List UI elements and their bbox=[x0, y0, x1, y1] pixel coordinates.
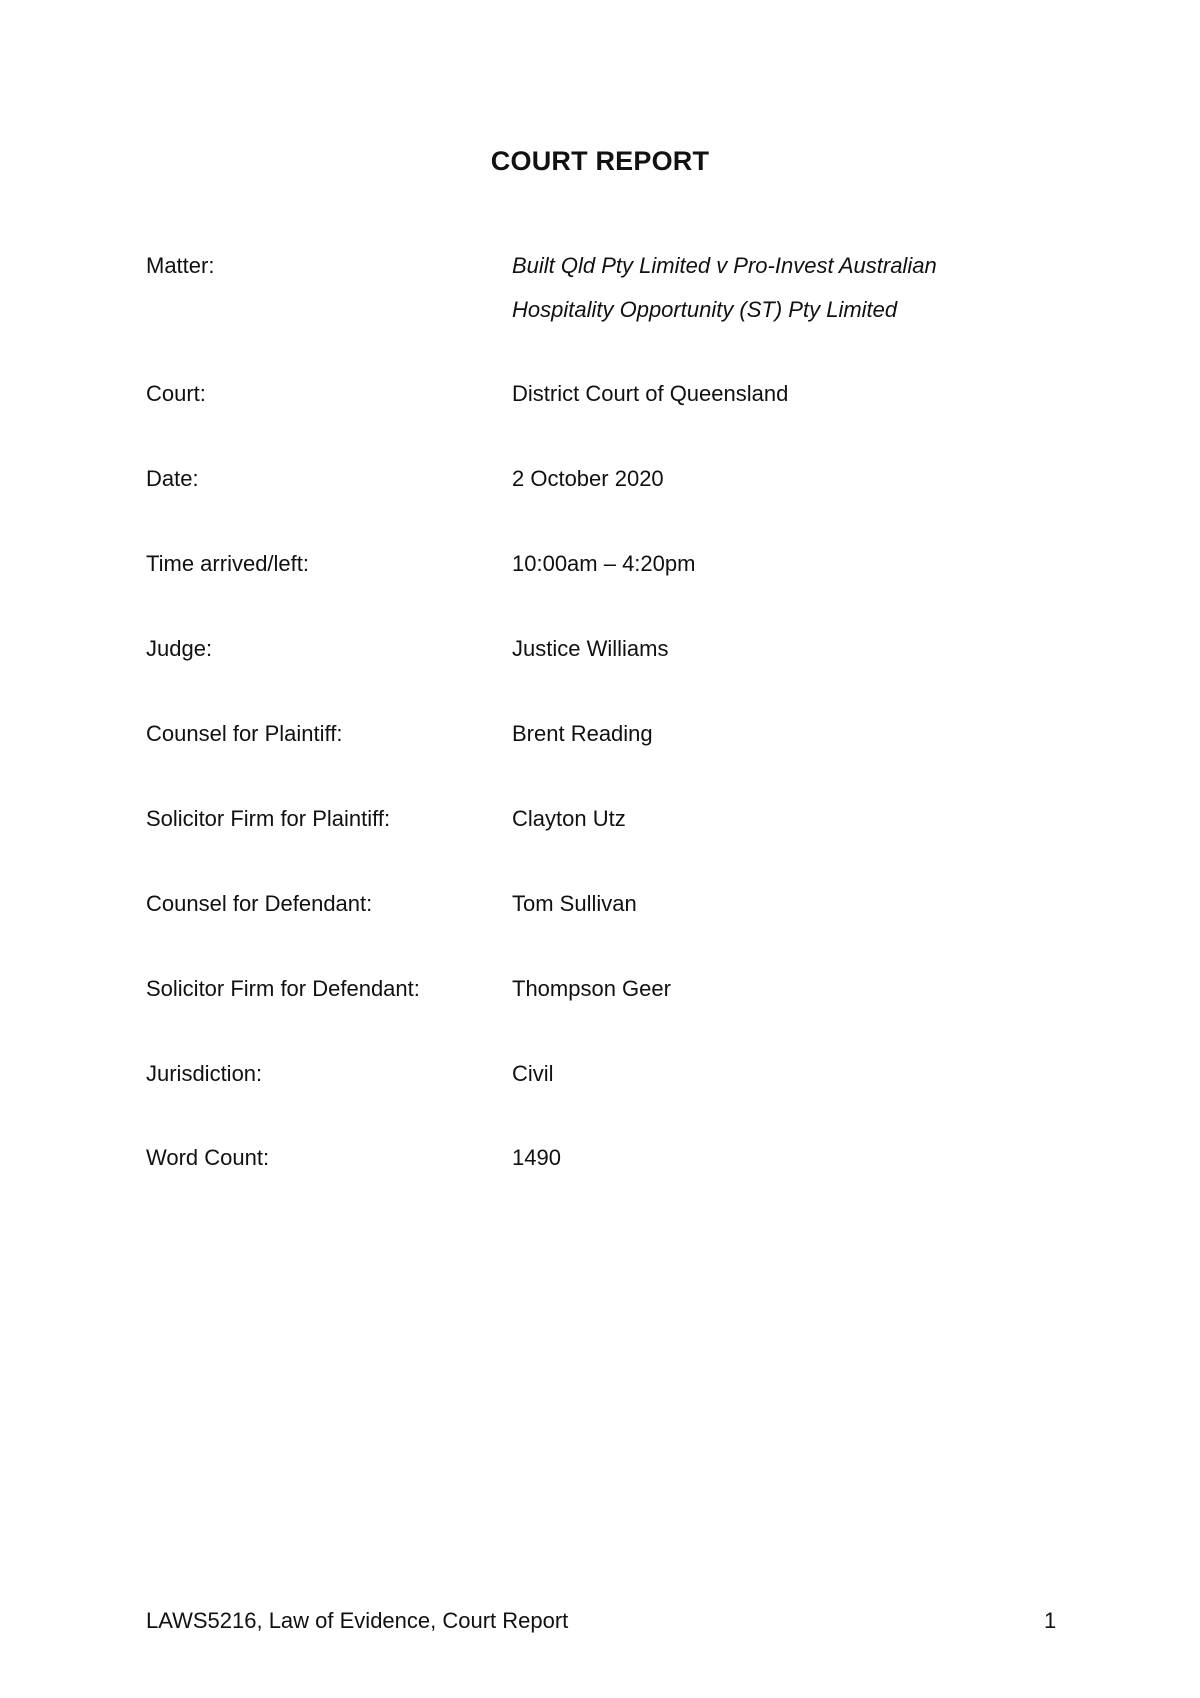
field-value: Justice Williams bbox=[512, 636, 669, 661]
page-number: 1 bbox=[1044, 1608, 1057, 1633]
field-label: Matter: bbox=[146, 253, 215, 278]
field-label: Judge: bbox=[146, 636, 213, 661]
field-label: Counsel for Defendant: bbox=[146, 891, 373, 916]
field-label: Time arrived/left: bbox=[146, 551, 310, 576]
field-label: Date: bbox=[146, 466, 199, 491]
field-value: 2 October 2020 bbox=[512, 466, 664, 491]
field-value: Brent Reading bbox=[512, 721, 653, 746]
matter-line-2: Hospitality Opportunity (ST) Pty Limited bbox=[512, 297, 898, 322]
field-value: Clayton Utz bbox=[512, 806, 626, 831]
field-value: 1490 bbox=[512, 1145, 561, 1170]
field-value: 10:00am – 4:20pm bbox=[512, 551, 696, 576]
field-label: Counsel for Plaintiff: bbox=[146, 721, 343, 746]
footer-text: LAWS5216, Law of Evidence, Court Report bbox=[146, 1608, 569, 1633]
field-label: Court: bbox=[146, 381, 206, 406]
field-value: Thompson Geer bbox=[512, 976, 671, 1001]
field-label: Jurisdiction: bbox=[146, 1061, 263, 1086]
matter-line-1: Built Qld Pty Limited v Pro-Invest Australian bbox=[512, 253, 937, 278]
field-label: Solicitor Firm for Defendant: bbox=[146, 976, 420, 1001]
document-title: COURT REPORT bbox=[490, 146, 710, 176]
field-value: District Court of Queensland bbox=[512, 381, 789, 406]
field-value: Civil bbox=[512, 1061, 554, 1086]
field-label: Word Count: bbox=[146, 1145, 270, 1170]
field-value: Tom Sullivan bbox=[512, 891, 637, 916]
field-value bbox=[512, 244, 1072, 332]
field-label: Solicitor Firm for Plaintiff: bbox=[146, 806, 391, 831]
